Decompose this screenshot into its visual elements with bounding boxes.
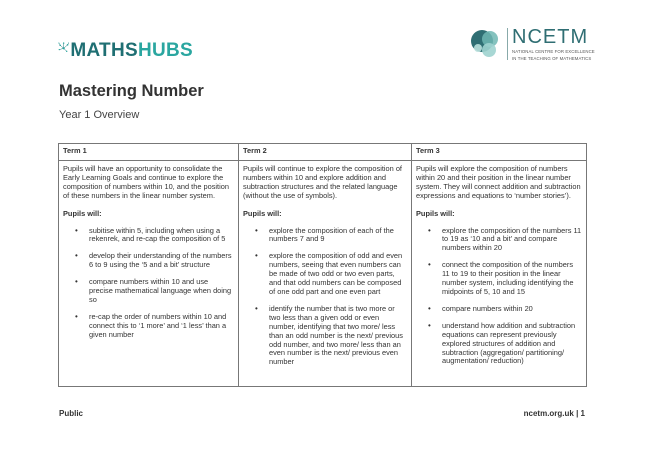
list-item: • develop their understanding of the numbers 6 to 9 using the ‘5 and a bit’ structure (63, 252, 234, 270)
ncetm-logo (468, 26, 595, 62)
overlapping-circles-icon (468, 26, 504, 62)
term-1-intro: Pupils will have an opportunity to consolidate the Early Learning Goals and continue to explore the composition of numbers within 10, and the position of these numbers in the linear number system. (63, 164, 229, 200)
list-item: • connect the composition of the numbers 11 to 19 to their position in the linear number system, including identifying the midpoints of 5, 10 and 15 (416, 261, 582, 297)
table-header-row (59, 144, 587, 161)
list-item: • re-cap the order of numbers within 10 and connect this to ‘1 more’ and ‘1 less’ than a given number (63, 313, 234, 340)
list-item: • explore the composition of each of the numbers 7 and 9 (243, 227, 407, 245)
term-3-cell (412, 161, 587, 387)
term-2-list (243, 227, 407, 368)
term-2-pupils-will: Pupils will: (243, 208, 282, 218)
term-3-intro: Pupils will explore the composition of numbers within 20 and their position in the linear number system. They will connect addition and subtraction expressions and equations to ‘number stories’). (416, 164, 581, 200)
header-term-1: Term 1 (59, 144, 239, 161)
ncetm-name: NCETM (512, 25, 589, 48)
term-1-list (63, 227, 234, 340)
mathshubs-wordmark (70, 41, 193, 60)
page-subtitle: Year 1 Overview (59, 109, 140, 121)
mathshubs-wordmark-hubs: HUBS (137, 40, 193, 61)
list-item: • explore the composition of the numbers 11 to 19 as ‘10 and a bit’ and compare numbers within 20 (416, 227, 582, 254)
footer-classification: Public (59, 409, 84, 418)
network-nodes-icon (58, 34, 69, 60)
ncetm-tagline-1: NATIONAL CENTRE FOR EXCELLENCE (512, 48, 595, 54)
page-title: Mastering Number (59, 82, 204, 100)
list-item: • explore the composition of odd and even numbers, seeing that even numbers can be made of two odd or two even parts, and that odd numbers can be composed of one odd part and one even part (243, 252, 407, 297)
list-item: • understand how addition and subtraction equations can represent previously explored structures of addition and subtraction (aggregation/ partitioning/ augmentation/ reduction) (416, 322, 582, 367)
list-item: • subitise within 5, including when using a rekenrek, and re-cap the composition of 5 (63, 227, 234, 245)
header-term-2: Term 2 (239, 144, 412, 161)
ncetm-wordmark (512, 27, 595, 62)
term-1-pupils-will: Pupils will: (63, 208, 102, 218)
logo-divider (507, 28, 508, 60)
ncetm-tagline-2: IN THE TEACHING OF MATHEMATICS (512, 56, 592, 61)
list-item: • compare numbers within 20 (416, 305, 582, 314)
list-item: • identify the number that is two more or two less than a given odd or even number, identifying that two more/ less than an odd number is the next/ previous odd number, and two more/ less than an even number is the next/ previous even number (243, 305, 407, 367)
table-row (59, 161, 587, 387)
term-1-cell (59, 161, 239, 387)
term-3-pupils-will: Pupils will: (416, 208, 455, 218)
term-overview-table (58, 143, 587, 387)
mathshubs-wordmark-maths: MATHS (70, 40, 138, 61)
footer-page-info: ncetm.org.uk | 1 (523, 409, 585, 418)
term-2-cell (239, 161, 412, 387)
list-item: • compare numbers within 10 and use precise mathematical language when doing so (63, 278, 234, 305)
term-3-list (416, 227, 582, 367)
term-2-intro: Pupils will continue to explore the composition of numbers within 10 and explore addition and subtraction structures and the related language (without the use of symbols). (243, 164, 402, 200)
header-term-3: Term 3 (412, 144, 587, 161)
mathshubs-logo (58, 28, 193, 60)
